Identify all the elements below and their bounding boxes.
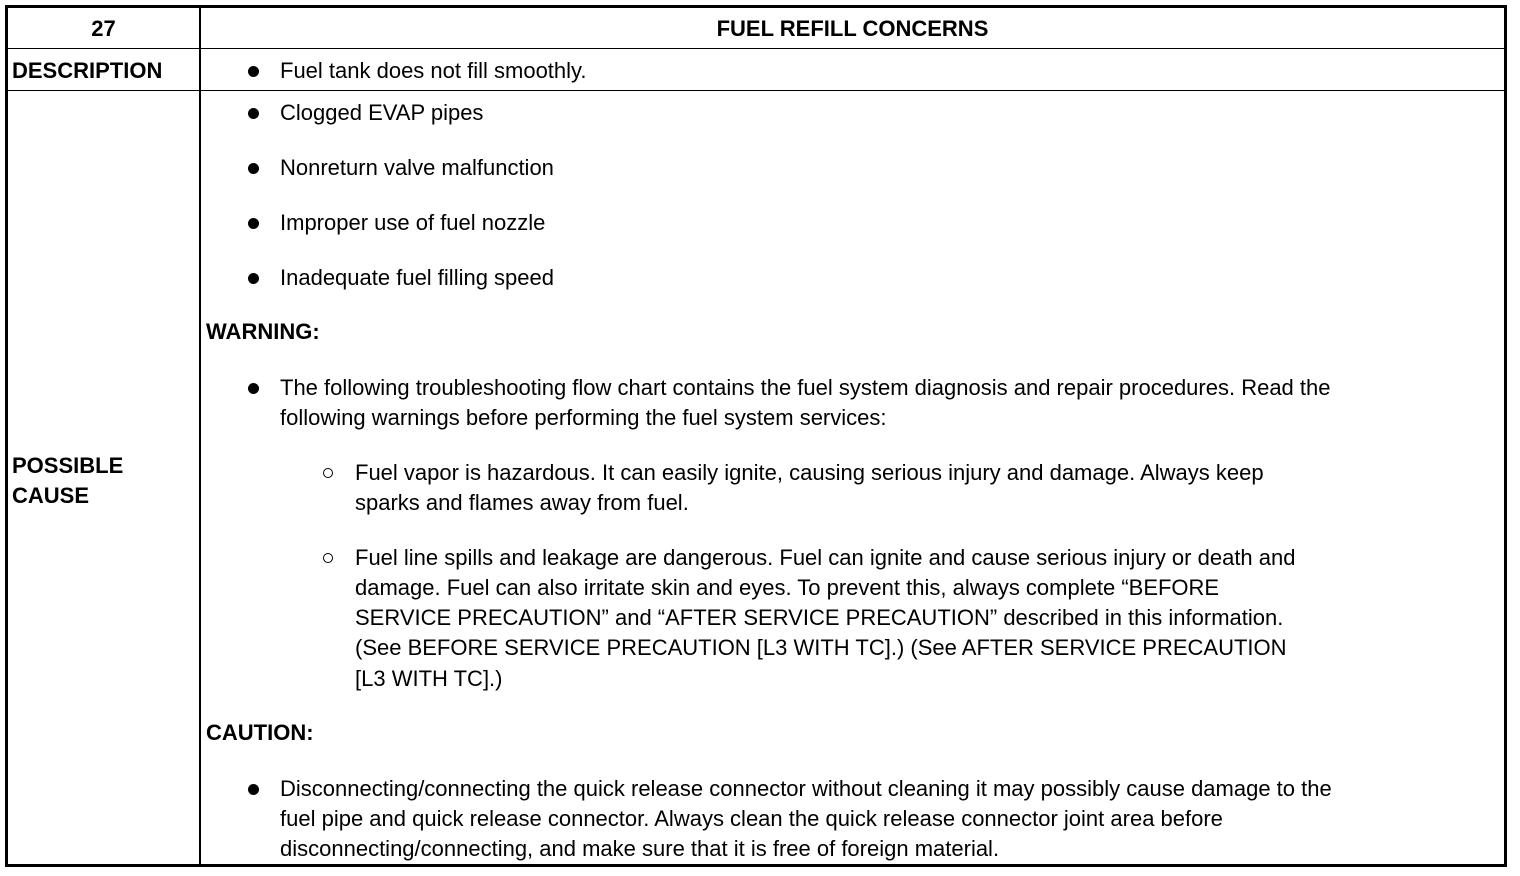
bullet-icon <box>248 218 259 229</box>
cause-item: Improper use of fuel nozzle <box>280 210 546 235</box>
warning-sub-item-line: damage. Fuel can also irritate skin and eyes. To prevent this, always complete “BEFORE <box>355 575 1220 600</box>
warning-text-line: The following troubleshooting flow chart contains the fuel system diagnosis and repair procedures. Read the <box>280 375 1331 400</box>
bullet-icon <box>248 163 259 174</box>
warning-sub-item-line: (See BEFORE SERVICE PRECAUTION [L3 WITH TC].) (See AFTER SERVICE PRECAUTION <box>355 635 1287 660</box>
warning-sub-item-line: sparks and flames away from fuel. <box>355 490 689 515</box>
bullet-icon <box>248 66 259 77</box>
sub-bullet-icon <box>323 553 333 563</box>
cause-item: Clogged EVAP pipes <box>280 100 484 125</box>
description-label: DESCRIPTION <box>12 58 163 83</box>
warning-text-line: following warnings before performing the fuel system services: <box>280 405 887 430</box>
description-divider <box>8 90 1504 91</box>
warning-sub-item-line: SERVICE PRECAUTION” and “AFTER SERVICE PRECAUTION” described in this information. <box>355 605 1284 630</box>
description-item: Fuel tank does not fill smoothly. <box>280 58 587 83</box>
label-column-divider <box>199 8 201 864</box>
concern-number: 27 <box>91 16 116 41</box>
caution-text-line: fuel pipe and quick release connector. Always clean the quick release connector joint area before <box>280 806 1223 831</box>
sub-bullet-icon <box>323 468 333 478</box>
bullet-icon <box>248 784 259 795</box>
caution-heading: CAUTION: <box>206 720 314 745</box>
cause-item: Inadequate fuel filling speed <box>280 265 554 290</box>
possible-cause-label: POSSIBLE <box>12 453 124 478</box>
caution-text-line: disconnecting/connecting, and make sure that it is free of foreign material. <box>280 836 1000 861</box>
warning-sub-item-line: Fuel vapor is hazardous. It can easily ignite, causing serious injury and damage. Always keep <box>355 460 1264 485</box>
warning-heading: WARNING: <box>206 319 320 344</box>
concern-title: FUEL REFILL CONCERNS <box>716 16 989 41</box>
possible-cause-label: CAUSE <box>12 483 90 508</box>
warning-sub-item-line: [L3 WITH TC].) <box>355 666 503 691</box>
fuel-refill-table <box>5 5 1507 867</box>
caution-text-line: Disconnecting/connecting the quick release connector without cleaning it may possibly cause damage to the <box>280 776 1332 801</box>
cause-item: Nonreturn valve malfunction <box>280 155 554 180</box>
bullet-icon <box>248 383 259 394</box>
bullet-icon <box>248 273 259 284</box>
header-divider <box>8 48 1504 49</box>
bullet-icon <box>248 108 259 119</box>
warning-sub-item-line: Fuel line spills and leakage are dangerous. Fuel can ignite and cause serious injury or death and <box>355 545 1296 570</box>
